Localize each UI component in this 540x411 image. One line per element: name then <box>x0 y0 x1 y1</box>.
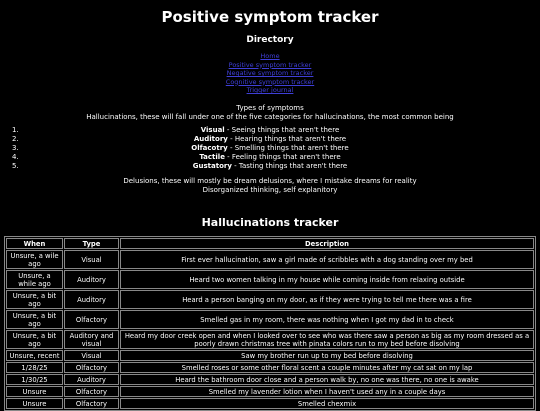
table-row <box>6 270 534 289</box>
cell-when: Unsure, a wile ago <box>6 250 63 269</box>
cell-when: 1/30/25 <box>6 374 63 385</box>
symptom-desc: - Hearing things that aren't there <box>227 134 347 143</box>
cell-type: Olfactory <box>64 398 119 409</box>
cell-when: Unsure, a while ago <box>6 270 63 289</box>
link-cognitive-symptom-tracker[interactable]: Cognitive symptom tracker <box>225 77 315 86</box>
symptom-desc: - Feeling things that aren't there <box>224 152 341 161</box>
list-item: 3. Olfacotry - Smelling things that aren't there <box>12 143 349 152</box>
header-type: Type <box>64 238 119 249</box>
cell-description: Saw my brother run up to my bed before disolving <box>120 350 534 361</box>
symptom-desc: - Smelling things that aren't there <box>227 143 349 152</box>
directory-title: Directory <box>246 35 294 45</box>
cell-description: Smelled my lavender lotion when I haven't used any in a couple days <box>120 386 534 397</box>
cell-description: Heard a person banging on my door, as if they were trying to tell me there was a fire <box>120 290 534 309</box>
cell-description: Heard my door creek open and when I looked over to see who was there saw a person as big as my room dressed as a poorly drawn christmas tree with pinata colors run to my bed before disolving <box>120 330 534 349</box>
cell-type: Olfactory <box>64 386 119 397</box>
cell-when: Unsure <box>6 398 63 409</box>
table-row <box>6 374 534 385</box>
hallucinations-intro: Hallucinations, these will fall under one of the five categories for hallucinations, the most common being <box>86 112 454 121</box>
header-when: When <box>6 238 63 249</box>
table-row <box>6 310 534 329</box>
table-row <box>6 350 534 361</box>
table-row <box>6 250 534 269</box>
cell-when: 1/28/25 <box>6 362 63 373</box>
symptom-name: Auditory <box>193 134 228 143</box>
types-heading: Types of symptoms <box>236 103 304 112</box>
symptom-desc: - Seeing things that aren't there <box>224 125 340 134</box>
link-negative-symptom-tracker[interactable]: Negative symptom tracker <box>226 69 314 77</box>
cell-type: Visual <box>64 250 119 269</box>
list-item: 5. Gustatory - Tasting things that aren't there <box>12 161 348 170</box>
list-item: 1. Visual - Seeing things that aren't there <box>12 125 340 134</box>
table-row <box>6 330 534 349</box>
cell-description: First ever hallucination, saw a girl made of scribbles with a dog standing over my bed <box>120 250 534 269</box>
cell-when: Unsure, a bit ago <box>6 290 63 309</box>
link-positive-symptom-tracker[interactable]: Positive symptom tracker <box>228 60 312 69</box>
cell-when: Unsure, a bit ago <box>6 330 63 349</box>
symptom-type-list <box>0 126 540 171</box>
cell-type: Auditory <box>64 374 119 385</box>
cell-type: Auditory <box>64 290 119 309</box>
list-item: 4. Tactile - Feeling things that aren't there <box>12 152 341 161</box>
table-row <box>6 386 534 397</box>
cell-type: Olfactory <box>64 362 119 373</box>
link-home[interactable]: Home <box>260 52 280 60</box>
disorganized-text: Disorganized thinking, self explanitory <box>202 185 338 194</box>
cell-type: Olfactory <box>64 310 119 329</box>
cell-description: Smelled chexmix <box>120 398 534 409</box>
symptom-name: Olfacotry <box>191 143 228 152</box>
link-trigger-journal[interactable]: Trigger journal <box>246 86 294 94</box>
cell-description: Heard two women talking in my house while coming inside from relaxing outside <box>120 270 534 289</box>
delusions-text: Delusions, these will mostly be dream delusions, where I mistake dreams for reality <box>123 176 417 185</box>
cell-type: Auditory and visual <box>64 330 119 349</box>
tracker-title: Hallucinations tracker <box>201 215 339 229</box>
page-title: Positive symptom tracker <box>161 8 379 26</box>
list-item: 2. Auditory - Hearing things that aren't there <box>12 134 347 143</box>
directory-nav <box>0 52 540 95</box>
cell-description: Smelled gas in my room, there was nothing when I got my dad in to check <box>120 310 534 329</box>
cell-type: Visual <box>64 350 119 361</box>
symptom-name: Gustatory <box>192 161 232 170</box>
cell-when: Unsure, a bit ago <box>6 310 63 329</box>
cell-when: Unsure <box>6 386 63 397</box>
cell-type: Auditory <box>64 270 119 289</box>
symptom-desc: - Tasting things that aren't there <box>231 161 348 170</box>
table-header-row <box>6 238 534 249</box>
cell-when: Unsure, recent <box>6 350 63 361</box>
symptom-name: Visual <box>200 125 225 134</box>
cell-description: Heard the bathroom door close and a person walk by, no one was there, no one is awake <box>120 374 534 385</box>
cell-description: Smelled roses or some other floral scent a couple minutes after my cat sat on my lap <box>120 362 534 373</box>
symptom-name: Tactile <box>199 152 225 161</box>
header-description: Description <box>120 238 534 249</box>
hallucinations-table <box>4 236 536 411</box>
table-row <box>6 362 534 373</box>
table-row <box>6 290 534 309</box>
table-row <box>6 398 534 409</box>
